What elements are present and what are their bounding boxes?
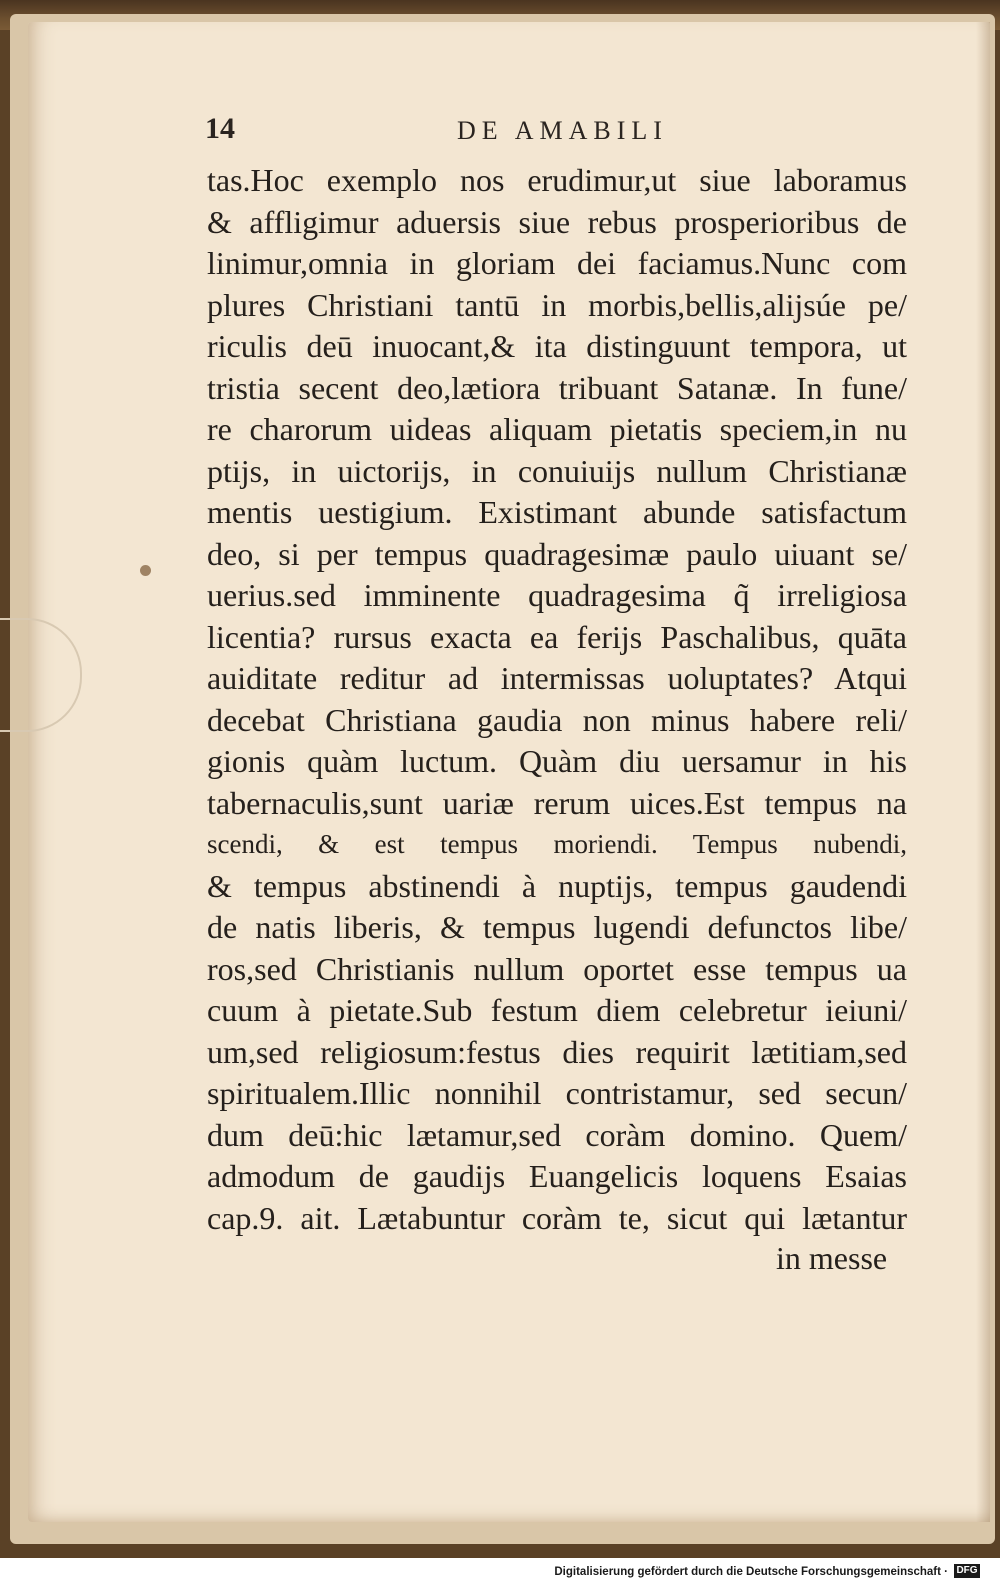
body-text <box>207 160 907 1239</box>
text-line: ptijs, in uictorijs, in conuiuijs nullum Christianæ <box>207 452 907 489</box>
text-line: deo, si per tempus quadragesimæ paulo uiuant se/ <box>207 535 907 572</box>
text-line: licentia? rursus exacta ea ferijs Paschalibus, quāta <box>207 618 907 655</box>
text-line: uerius.sed imminente quadragesima q̃ irreligiosa <box>207 577 907 613</box>
text-line: scendi, & est tempus moriendi. Tempus nubendi, <box>207 829 907 859</box>
text-line: de natis liberis, & tempus lugendi defunctos libe/ <box>207 909 907 945</box>
text-line: riculis deū inuocant,& ita distinguunt tempora, ut <box>207 328 907 364</box>
text-line: tristia secent deo,lætiora tribuant Satanæ. In fune/ <box>207 369 907 406</box>
page-gutter-shadow <box>976 22 990 1522</box>
ink-spot <box>140 565 151 576</box>
text-line: cuum à pietate.Sub festum diem celebretur ieiuni/ <box>207 992 907 1028</box>
text-line: um,sed religiosum:festus dies requirit lætitiam,sed <box>207 1033 907 1070</box>
text-line: plures Christiani tantū in morbis,bellis,alijsúe pe/ <box>207 286 907 323</box>
text-line: & affligimur aduersis siue rebus prosperioribus de <box>207 203 907 240</box>
text-line: admodum de gaudijs Euangelicis loquens Esaias <box>207 1158 907 1194</box>
text-line: gionis quàm luctum. Quàm diu uersamur in his <box>207 743 907 779</box>
text-line: mentis uestigium. Existimant abunde satisfactum <box>207 494 907 530</box>
page-number: 14 <box>205 112 235 145</box>
funding-credit: Digitalisierung gefördert durch die Deutsche Forschungsgemeinschaft · <box>554 1566 948 1578</box>
page-header <box>205 112 905 152</box>
catchword: in messe <box>776 1240 888 1276</box>
text-line: tabernaculis,sunt uariæ rerum uices.Est tempus na <box>207 784 907 821</box>
text-line: spiritualem.Illic nonnihil contristamur, sed secun/ <box>207 1075 907 1111</box>
running-title: DE AMABILI <box>457 116 668 145</box>
text-line: cap.9. ait. Lætabuntur coràm te, sicut qui lætantur <box>207 1199 907 1236</box>
text-line: linimur,omnia in gloriam dei faciamus.Nunc com <box>207 245 907 281</box>
text-line: & tempus abstinendi à nuptijs, tempus gaudendi <box>207 867 907 904</box>
dfg-logo: DFG <box>954 1564 980 1578</box>
text-line: tas.Hoc exemplo nos erudimur,ut siue laboramus <box>207 162 907 198</box>
digitization-footer <box>0 1558 1000 1587</box>
text-line: re charorum uideas aliquam pietatis speciem,in nu <box>207 411 907 447</box>
text-line: decebat Christiana gaudia non minus habere reli/ <box>207 701 907 738</box>
text-line: ros,sed Christianis nullum oportet esse tempus ua <box>207 950 907 987</box>
text-line: auiditate reditur ad intermissas uoluptates? Atqui <box>207 660 907 696</box>
text-line: dum deū:hic lætamur,sed coràm domino. Quem/ <box>207 1116 907 1153</box>
